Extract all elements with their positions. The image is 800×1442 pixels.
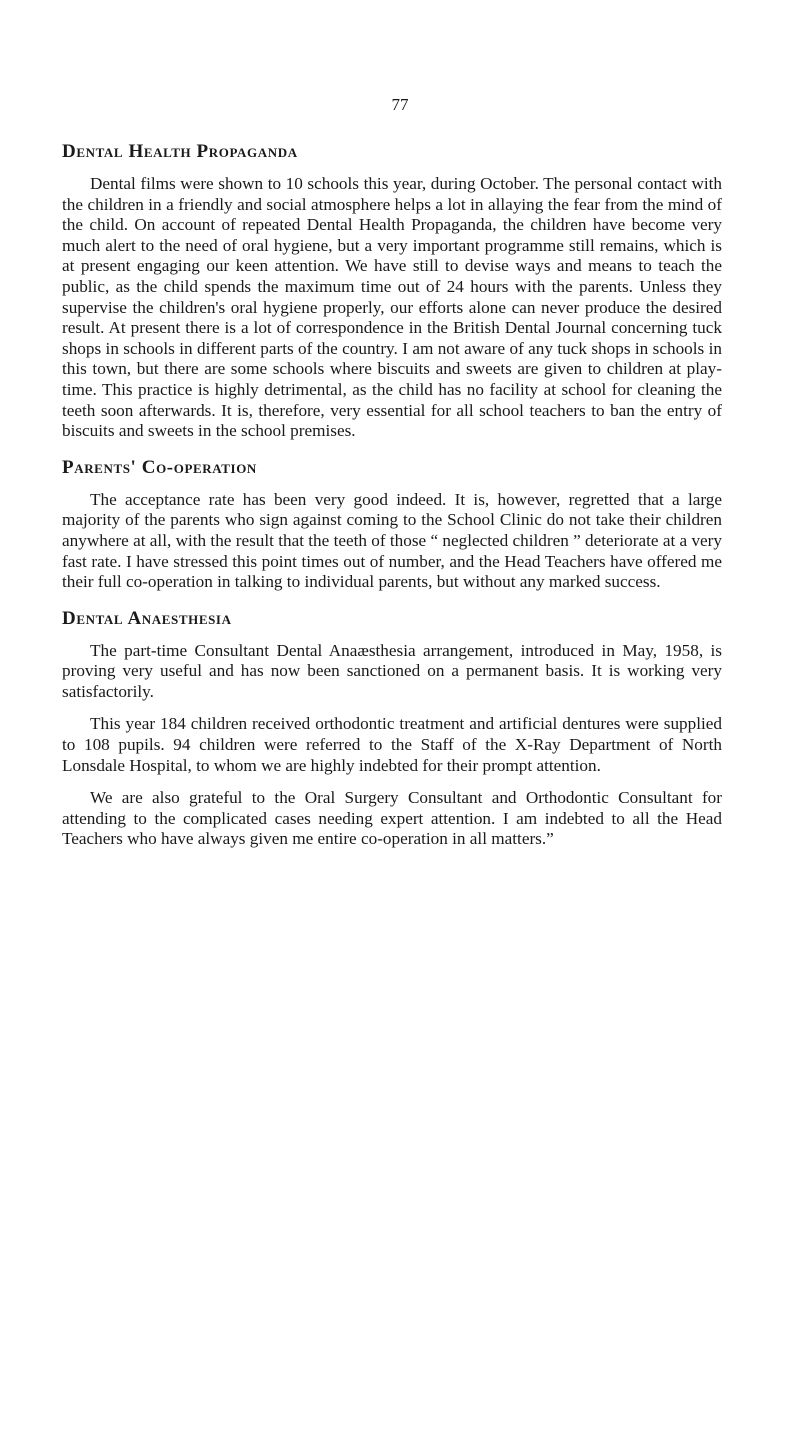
section-parents-co-operation bbox=[62, 456, 722, 593]
paragraph: The acceptance rate has been very good indeed. It is, however, regretted that a large majority of the parents who sign against coming to the School Clinic do not take their children anywhere at all, with the result that the teeth of those “ neglected children ” deteriorate at a very fast rate. I have stressed this point times out of number, and the Head Teachers have offered me their full co-operation in talking to individual parents, but without any marked success. bbox=[62, 489, 722, 592]
section-heading: Parents' Co-operation bbox=[62, 456, 257, 478]
paragraph: The part-time Consultant Dental Anaæsthesia arrangement, introduced in May, 1958, is proving very useful and has now been sanctioned on a permanent basis. It is working very satisfactorily. bbox=[62, 640, 722, 701]
paragraph: This year 184 children received orthodontic treatment and artificial dentures were supplied to 108 pupils. 94 children were referred to the Staff of the X-Ray Department of North Lonsdale Hospital, to whom we are highly indebted for their prompt attention. bbox=[62, 714, 722, 775]
section-dental-anaesthesia bbox=[62, 607, 722, 850]
section-dental-health-propaganda bbox=[62, 140, 722, 442]
page-number: 77 bbox=[391, 95, 409, 114]
section-heading: Dental Health Propaganda bbox=[62, 141, 298, 162]
paragraph: Dental films were shown to 10 schools this year, during October. The personal contact with the children in a friendly and social atmosphere helps a lot in allaying the fear from the mind of the child. On account of repeated Dental Health Propaganda, the children have become very much alert to the need of oral hygiene, but a very important programme still remains, which is at present engaging our keen attention. We have still to devise ways and means to teach the public, as the child spends the maximum time out of 24 hours with the parents. Unless they supervise the children's oral hygiene properly, our efforts alone can never produce the desired result. At present there is a lot of correspondence in the British Dental Journal concerning tuck shops in schools in different parts of the country. I am not aware of any tuck shops in schools in this town, but there are some schools where biscuits and sweets are given to children at play-time. This practice is highly detrimental, as the child has no facility at school for cleaning the teeth soon afterwards. It is, therefore, very essential for all school teachers to ban the entry of biscuits and sweets in the school premises. bbox=[62, 174, 722, 441]
section-heading: Dental Anaesthesia bbox=[62, 607, 232, 629]
page-content bbox=[62, 140, 722, 862]
paragraph: We are also grateful to the Oral Surgery Consultant and Orthodontic Consultant for attending to the complicated cases needing expert attention. I am indebted to all the Head Teachers who have always given me entire co-operation in all matters.” bbox=[62, 788, 722, 849]
